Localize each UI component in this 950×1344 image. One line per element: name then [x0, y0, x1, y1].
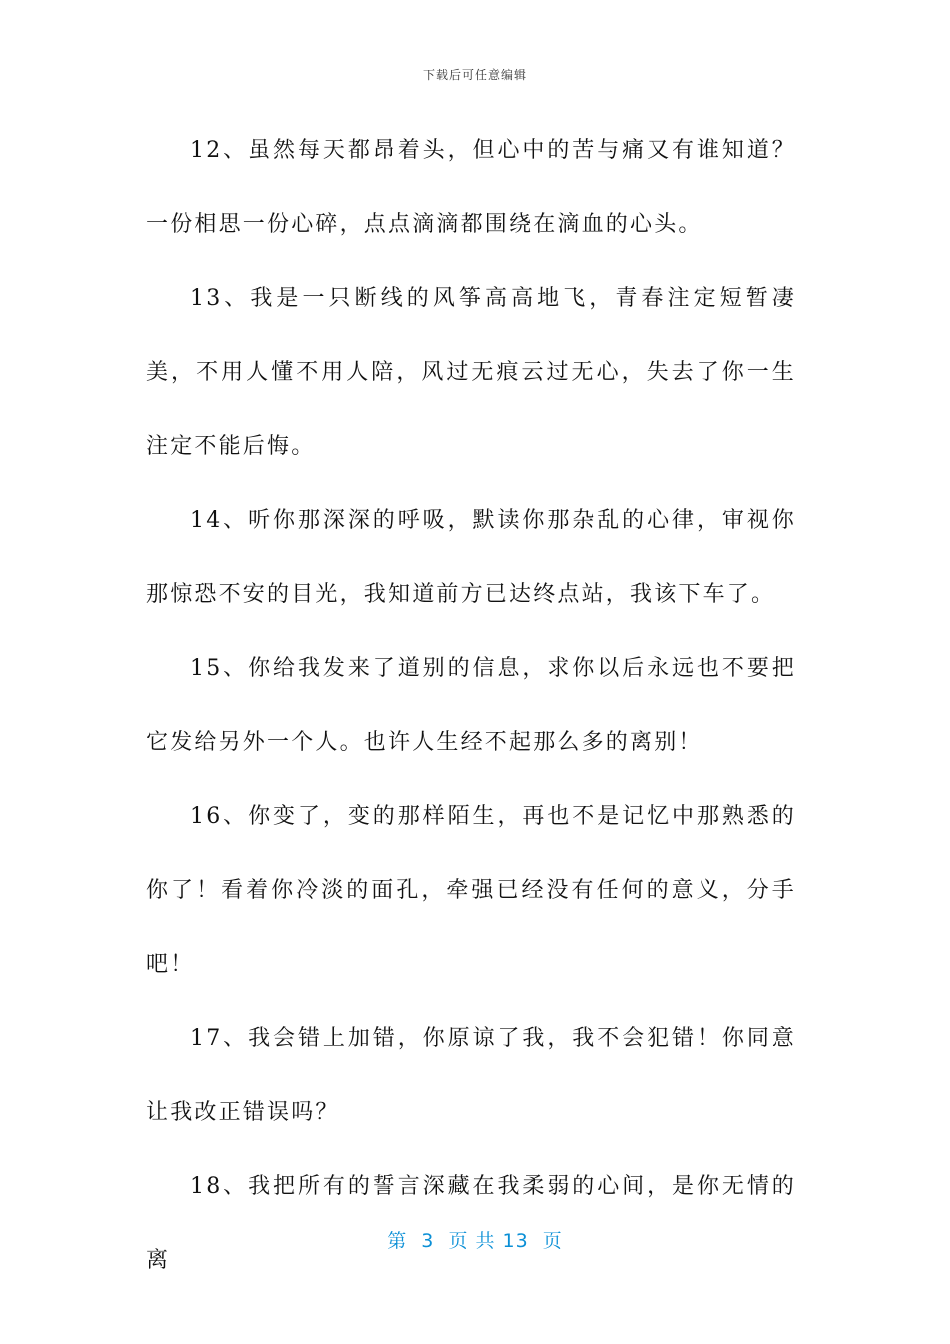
page-header: 下载后可任意编辑: [422, 68, 527, 82]
paragraph-17: 17、我会错上加错，你原谅了我，我不会犯错！你同意让我改正错误吗？: [146, 1026, 796, 1125]
document-body: [146, 114, 796, 1298]
page-footer-page-number: 第 3 页 共 13 页: [387, 1230, 563, 1252]
paragraph-14: 14、听你那深深的呼吸，默读你那杂乱的心律，审视你那惊恐不安的目光，我知道前方已达终点站，我该下车了。: [146, 508, 796, 607]
paragraph-13: 13、我是一只断线的风筝高高地飞，青春注定短暂凄美，不用人懂不用人陪，风过无痕云过无心，失去了你一生注定不能后悔。: [146, 286, 796, 459]
paragraph-16: 16、你变了，变的那样陌生，再也不是记忆中那熟悉的你了！看着你冷淡的面孔，牵强已经没有任何的意义，分手吧！: [146, 804, 796, 977]
paragraph-12: 12、虽然每天都昂着头，但心中的苦与痛又有谁知道？一份相思一份心碎，点点滴滴都围绕在滴血的心头。: [146, 138, 796, 237]
paragraph-18: 18、我把所有的誓言深藏在我柔弱的心间，是你无情的离: [146, 1174, 796, 1273]
paragraph-15: 15、你给我发来了道别的信息，求你以后永远也不要把它发给另外一个人。也许人生经不起那么多的离别！: [146, 656, 796, 755]
